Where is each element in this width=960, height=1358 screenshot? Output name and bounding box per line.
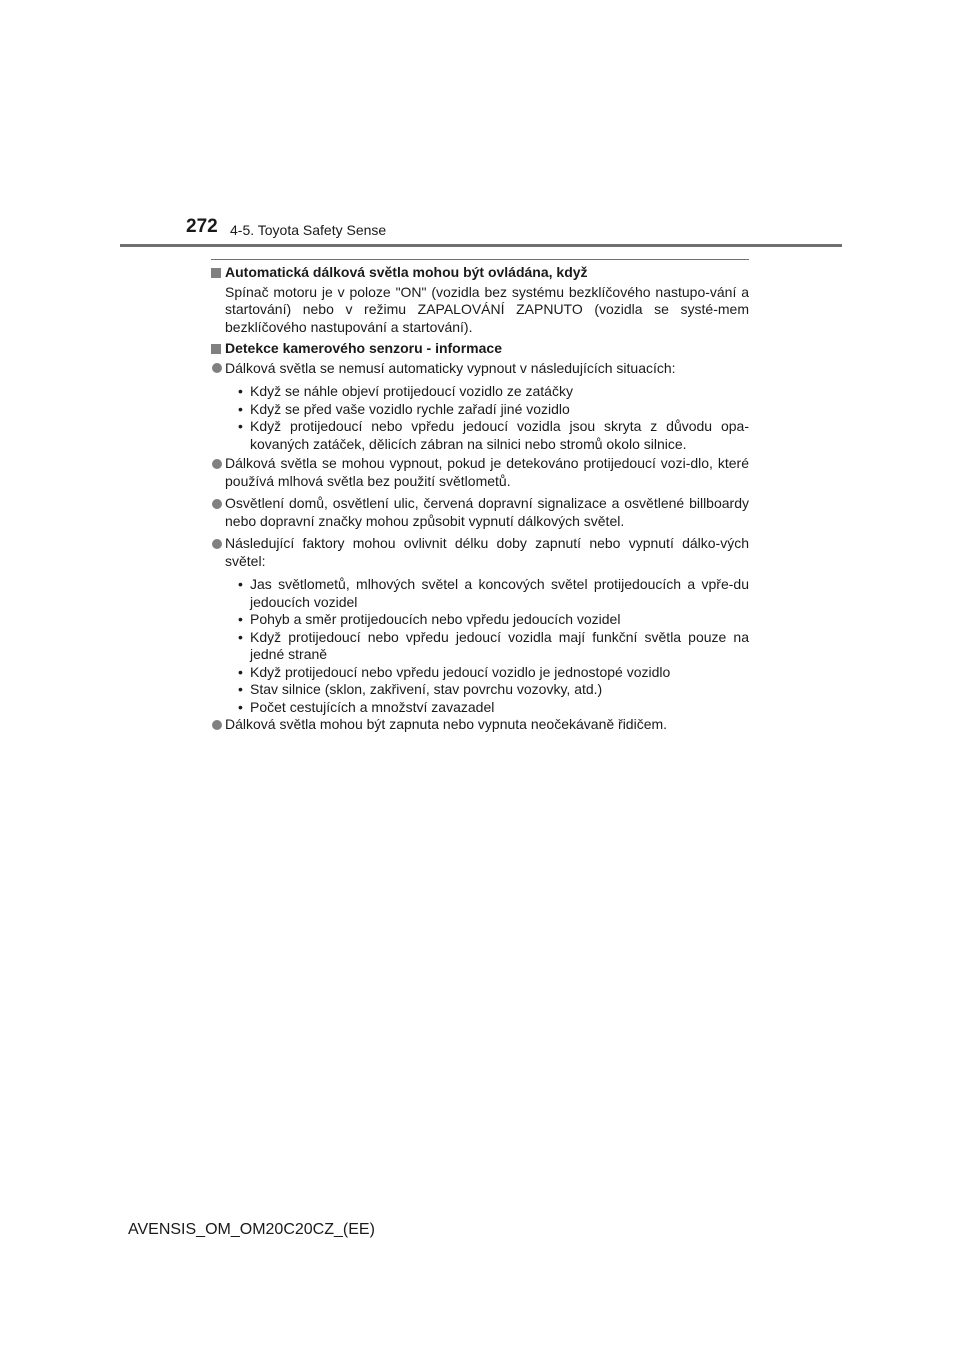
section-paragraph: Spínač motoru je v poloze "ON" (vozidla bez systému bezklíčového nastupo-vání a startování) nebo v režimu ZAPALOVÁNÍ ZAPNUTO (vozidla se systé-mem bezklíčového nastupování a startování). (225, 283, 749, 335)
list-item (211, 535, 749, 570)
sub-list-item: • Pohyb a směr protijedoucích nebo vpředu jedoucích vozidel (238, 611, 749, 629)
list-item (211, 495, 749, 530)
circle-bullet-icon (212, 459, 222, 469)
circle-bullet-icon (212, 499, 222, 509)
document-code: AVENSIS_OM_OM20C20CZ_(EE) (128, 1221, 375, 1238)
list-item (211, 716, 749, 734)
sub-list-item: • Když se náhle objeví protijedoucí vozidlo ze zatáčky (238, 383, 749, 401)
header-divider (120, 244, 842, 247)
section-title: 4-5. Toyota Safety Sense (230, 222, 387, 238)
list-item-text: Následující faktory mohou ovlivnit délku doby zapnutí nebo vypnutí dálko-vých světel: (225, 535, 749, 569)
section-heading (211, 264, 749, 282)
square-bullet-icon (211, 344, 221, 354)
list-item-text: Dálková světla se mohou vypnout, pokud je detekováno protijedoucí vozi-dlo, které používá mlhová světla bez použití světlometů. (225, 455, 749, 489)
section-heading (211, 340, 749, 358)
circle-bullet-icon (212, 363, 222, 373)
sub-list-item: • Když protijedoucí nebo vpředu jedoucí vozidla mají funkční světla pouze na jedné straně (238, 629, 749, 664)
list-item-text: Dálková světla mohou být zapnuta nebo vypnuta neočekávaně řidičem. (225, 716, 668, 732)
page-number: 272 (186, 216, 218, 237)
list-item (211, 455, 749, 490)
section-divider (211, 259, 749, 260)
square-bullet-icon (211, 268, 221, 278)
list-item-text: Osvětlení domů, osvětlení ulic, červená dopravní signalizace a osvětlené billboardy nebo dopravní značky mohou způsobit vypnutí dálkových světel. (225, 495, 749, 529)
sub-list (211, 576, 749, 716)
sub-list-item: • Když protijedoucí nebo vpředu jedoucí vozidlo je jednostopé vozidlo (238, 664, 749, 682)
list-item-text: Dálková světla se nemusí automaticky vypnout v následujících situacích: (225, 359, 676, 376)
sub-list-item: • Stav silnice (sklon, zakřivení, stav povrchu vozovky, atd.) (238, 681, 749, 699)
sub-list-item: • Jas světlometů, mlhových světel a koncových světel protijedoucích a vpře-du jedoucích vozidel (238, 576, 749, 611)
sub-list-item: • Když protijedoucí nebo vpředu jedoucí vozidla jsou skryta z důvodu opa-kovaných zatáček, dělicích zábran na silnici nebo stromů okolo silnice. (238, 418, 749, 453)
section-heading-text: Detekce kamerového senzoru - informace (225, 340, 502, 356)
sub-list-item: • Počet cestujících a množství zavazadel (238, 699, 749, 717)
page-content (211, 264, 749, 734)
circle-bullet-icon (212, 720, 222, 730)
sub-list-item: • Když se před vaše vozidlo rychle zařadí jiné vozidlo (238, 401, 749, 419)
list-item (211, 360, 749, 378)
sub-list (211, 383, 749, 453)
section-heading-text: Automatická dálková světla mohou být ovládána, když (225, 264, 588, 280)
circle-bullet-icon (212, 539, 222, 549)
